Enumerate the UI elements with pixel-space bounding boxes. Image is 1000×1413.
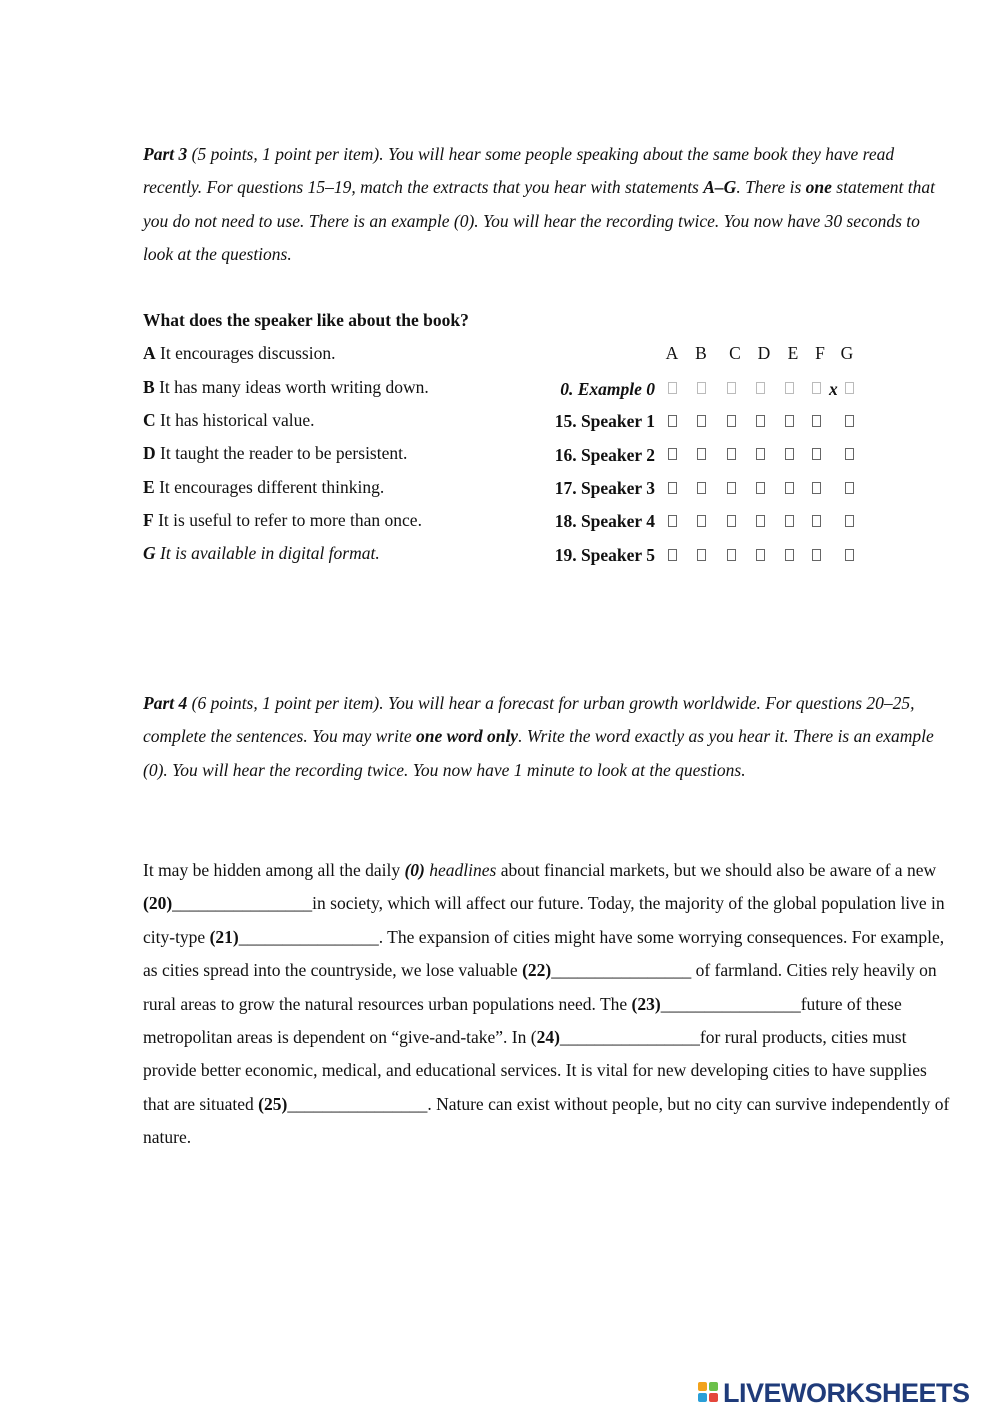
- gap-24[interactable]: ________________: [559, 1027, 700, 1048]
- speaker-5-box-d[interactable]: [756, 549, 765, 561]
- speaker-3-box-d[interactable]: [756, 482, 765, 494]
- gap-fill-text: It may be hidden among all the daily (0) headlines about financial markets, but we should also be aware of a new (20)________________in society, which will affect our future. Today, the majority of the global population live in city-type (21)________________. The expansion of cities might have some worrying consequences. For example, as cities spread into the countryside, we lose valuable (22)________________ of farmland. Cities rely heavily on rural areas to grow the natural resources urban populations need. The (23)________________future of these metropolitan areas is dependent on “give-and-take”. In (24)________________for rural products, cities must provide better economic, medical, and educational services. It is vital for new developing cities to have supplies that are situated (25)________________. Nature can exist without people, but no city can survive independently of nature.: [143, 860, 950, 1148]
- statement-b: B It has many ideas worth writing down.: [143, 377, 429, 397]
- part3-title: Part 3: [143, 144, 188, 164]
- speaker-4-box-f[interactable]: [812, 515, 821, 527]
- gap-23[interactable]: ________________: [660, 993, 801, 1014]
- example-label: 0. Example 0: [560, 379, 655, 399]
- speaker-3-label: 17. Speaker 3: [554, 478, 655, 498]
- example-box-f: [812, 382, 821, 394]
- example-box-c: [727, 382, 736, 394]
- speaker-1-box-a[interactable]: [668, 415, 677, 427]
- gap-20[interactable]: ________________: [172, 893, 313, 914]
- example-box-a: [668, 382, 677, 394]
- speaker-3-box-f[interactable]: [812, 482, 821, 494]
- speaker-3-box-a[interactable]: [668, 482, 677, 494]
- gap-21[interactable]: ________________: [238, 926, 379, 947]
- speaker-4-box-e[interactable]: [785, 515, 794, 527]
- speaker-3-box-b[interactable]: [697, 482, 706, 494]
- statement-d: D It taught the reader to be persistent.: [143, 443, 408, 463]
- speaker-5-box-b[interactable]: [697, 549, 706, 561]
- column-letter-b: B: [695, 343, 707, 363]
- part3-question: What does the speaker like about the book?: [143, 310, 469, 330]
- speaker-4-box-a[interactable]: [668, 515, 677, 527]
- gap-25[interactable]: ________________: [287, 1093, 428, 1114]
- speaker-2-box-e[interactable]: [785, 448, 794, 460]
- speaker-5-label: 19. Speaker 5: [554, 545, 655, 565]
- speaker-4-box-g[interactable]: [845, 515, 854, 527]
- speaker-3-box-e[interactable]: [785, 482, 794, 494]
- speaker-4-box-d[interactable]: [756, 515, 765, 527]
- logo-text: LIVEWORKSHEETS: [723, 1377, 970, 1408]
- example-box-d: [756, 382, 765, 394]
- column-letter-f: F: [815, 343, 825, 363]
- speaker-5-box-c[interactable]: [727, 549, 736, 561]
- speaker-1-box-d[interactable]: [756, 415, 765, 427]
- statement-e: E It encourages different thinking.: [143, 477, 385, 497]
- speaker-2-label: 16. Speaker 2: [554, 445, 655, 465]
- column-letter-d: D: [757, 343, 771, 363]
- speaker-2-box-b[interactable]: [697, 448, 706, 460]
- speaker-2-box-g[interactable]: [845, 448, 854, 460]
- statement-c: C It has historical value.: [143, 410, 315, 430]
- speaker-4-box-c[interactable]: [727, 515, 736, 527]
- speaker-1-label: 15. Speaker 1: [554, 411, 655, 431]
- statement-g: G It is available in digital format.: [143, 543, 380, 563]
- speaker-3-box-c[interactable]: [727, 482, 736, 494]
- example-box-b: [697, 382, 706, 394]
- column-letter-e: E: [787, 343, 799, 363]
- speaker-2-box-d[interactable]: [756, 448, 765, 460]
- part4-instructions: Part 4 (6 points, 1 point per item). You will hear a forecast for urban growth worldwide. For questions 20–25, complete the sentences. You may write one word only. Write the word exactly as you hear it. There is an example (0). You will hear the recording twice. You now have 1 minute to look at the questions.: [143, 693, 934, 780]
- speaker-5-box-g[interactable]: [845, 549, 854, 561]
- example-box-g: [845, 382, 854, 394]
- column-letter-a: A: [665, 343, 679, 363]
- speaker-2-box-f[interactable]: [812, 448, 821, 460]
- speaker-4-label: 18. Speaker 4: [554, 511, 655, 531]
- liveworksheets-logo[interactable]: [698, 1377, 970, 1409]
- speaker-5-box-e[interactable]: [785, 549, 794, 561]
- part4-title: Part 4: [143, 693, 188, 713]
- example-box-e: [785, 382, 794, 394]
- statement-f: F It is useful to refer to more than once.: [143, 510, 422, 530]
- column-letter-g: G: [840, 343, 854, 363]
- statement-a: A It encourages discussion.: [143, 343, 336, 363]
- speaker-5-box-a[interactable]: [668, 549, 677, 561]
- gap-22[interactable]: ________________: [551, 960, 692, 981]
- liveworksheets-logo-icon: [698, 1382, 720, 1404]
- part3-instructions: Part 3 (5 points, 1 point per item). You will hear some people speaking about the same book they have read recently. For questions 15–19, match the extracts that you hear with statements A–G. There is one statement that you do not need to use. There is an example (0). You will hear the recording twice. You now have 30 seconds to look at the questions.: [143, 144, 935, 265]
- speaker-1-box-g[interactable]: [845, 415, 854, 427]
- speaker-1-box-b[interactable]: [697, 415, 706, 427]
- column-letter-c: C: [729, 343, 741, 363]
- speaker-1-box-e[interactable]: [785, 415, 794, 427]
- speaker-5-box-f[interactable]: [812, 549, 821, 561]
- speaker-3-box-g[interactable]: [845, 482, 854, 494]
- speaker-2-box-a[interactable]: [668, 448, 677, 460]
- example-answer-mark: x: [829, 379, 838, 399]
- speaker-2-box-c[interactable]: [727, 448, 736, 460]
- speaker-1-box-c[interactable]: [727, 415, 736, 427]
- speaker-1-box-f[interactable]: [812, 415, 821, 427]
- speaker-4-box-b[interactable]: [697, 515, 706, 527]
